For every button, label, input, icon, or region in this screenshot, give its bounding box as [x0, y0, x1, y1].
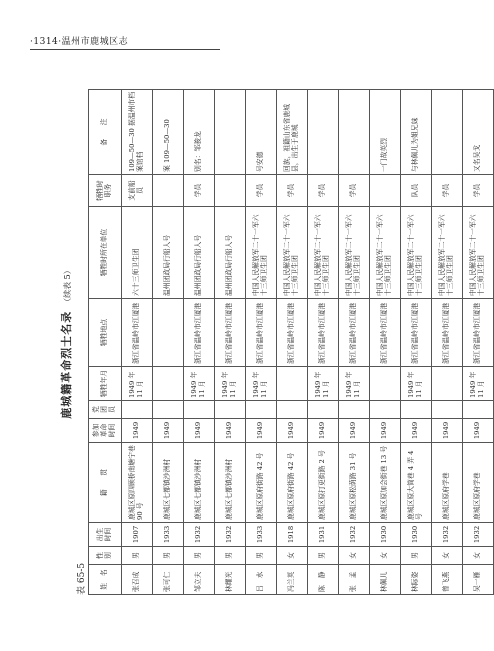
table-cell: 鹿城区原府街路 42 号 — [246, 443, 277, 523]
header-rule — [30, 49, 220, 50]
table-row — [370, 90, 401, 595]
table-cell — [339, 90, 370, 175]
table-cell: 浙江省温岭市江厦港 — [308, 299, 339, 367]
table-cell — [463, 401, 494, 419]
martyrs-table — [88, 89, 494, 595]
table-cell: 男 — [122, 547, 153, 565]
table-row — [463, 90, 494, 595]
table-cell — [277, 401, 308, 419]
table-cell: 张 孟 — [339, 565, 370, 595]
table-row — [215, 90, 246, 595]
table-row — [153, 90, 184, 595]
table-cell — [370, 401, 401, 419]
table-cell: 号安德 — [246, 90, 277, 175]
table-cell: 一门故英烈 — [370, 90, 401, 175]
column-header: 牺牲时所在单位 — [89, 207, 122, 299]
table-cell: 别名：邹骏龙 — [184, 90, 215, 175]
table-cell: 回族，祖籍山东省鹿城县，出生于鹿城 — [277, 90, 308, 175]
column-header: 牺牲年月 — [89, 367, 122, 401]
table-cell — [246, 401, 277, 419]
table-cell: 1918 — [277, 523, 308, 547]
table-cell: 1949 年 11 月 — [246, 367, 277, 401]
table-cell: 1949 — [184, 419, 215, 443]
table-cell: 1949 年 11 月 — [339, 367, 370, 401]
table-cell: 男 — [215, 547, 246, 565]
table-cell: 冯兰英 — [277, 565, 308, 595]
rotated-table-page — [58, 90, 485, 595]
table-cell: 又名吴戈 — [463, 90, 494, 175]
table-cell: 林耀光 — [215, 565, 246, 595]
column-header: 性别 — [89, 547, 122, 565]
section-title — [58, 90, 74, 595]
column-header: 牺牲地点 — [89, 299, 122, 367]
table-cell: 1930 — [370, 523, 401, 547]
table-row — [184, 90, 215, 595]
table-cell: 中国人民解放军二十一军六十三师卫生团 — [401, 207, 432, 299]
table-cell: 鹿城区原府学巷 — [432, 443, 463, 523]
table-cell: 1949 — [246, 419, 277, 443]
table-cell: 浙江省温岭市江厦港 — [122, 299, 153, 367]
table-cell: 1930 — [401, 523, 432, 547]
table-cell — [122, 401, 153, 419]
table-cell: 学员 — [277, 175, 308, 207]
table-cell — [277, 367, 308, 401]
table-cell: 1933 — [246, 523, 277, 547]
table-cell: 鹿城区七都镇沙洲村 — [215, 443, 246, 523]
table-header-row — [89, 90, 122, 595]
table-cell: 女 — [432, 547, 463, 565]
table-cell: 浙江省温岭市江厦港 — [339, 299, 370, 367]
table-cell: 1932 — [339, 523, 370, 547]
table-row — [432, 90, 463, 595]
table-cell — [370, 175, 401, 207]
table-cell — [184, 401, 215, 419]
table-cell: 浙江省温岭市江厦港 — [277, 299, 308, 367]
table-cell — [432, 90, 463, 175]
column-header: 党团员 — [89, 401, 122, 419]
table-cell: 中国人民解放军二十一军六十三师卫生团 — [463, 207, 494, 299]
table-row — [401, 90, 432, 595]
table-cell — [153, 299, 184, 367]
table-cell: 中国人民解放军二十一军六十三师卫生团 — [246, 207, 277, 299]
table-cell: 张召成 — [122, 565, 153, 595]
table-cell: 1949 — [401, 419, 432, 443]
table-cell: 吴一雁 — [463, 565, 494, 595]
table-row — [339, 90, 370, 595]
table-cell: 1949 — [153, 419, 184, 443]
table-cell: 浙江省温岭市江厦港 — [370, 299, 401, 367]
table-cell: 男 — [184, 547, 215, 565]
table-cell: 鹿城区原府街路 42 号 — [277, 443, 308, 523]
table-cell: 1932 — [463, 523, 494, 547]
table-cell: 学员 — [184, 175, 215, 207]
table-cell — [215, 90, 246, 175]
table-cell: 1949 年 11 月 — [215, 367, 246, 401]
table-cell: 吕 水 — [246, 565, 277, 595]
table-cell — [153, 367, 184, 401]
table-cell: 1932 — [184, 523, 215, 547]
table-cell: 温州团政局行船人号 — [184, 207, 215, 299]
table-cell: 1933 — [153, 523, 184, 547]
section-subtitle: （续表 5） — [63, 266, 72, 306]
table-row — [308, 90, 339, 595]
column-header: 姓 名 — [89, 565, 122, 595]
table-cell: 鹿城区原打更街路 2 号 — [308, 443, 339, 523]
column-header: 备 注 — [89, 90, 122, 175]
table-cell: 林佩儿 — [370, 565, 401, 595]
table-cell: 支前船员 — [122, 175, 153, 207]
table-cell — [153, 401, 184, 419]
table-cell: 浙江省温岭市江厦港 — [432, 299, 463, 367]
table-cell: 1949 — [370, 419, 401, 443]
table-cell: 1949 — [122, 419, 153, 443]
table-cell: 1949 — [463, 419, 494, 443]
section-title-text: 鹿城籍革命烈士名录 — [60, 310, 73, 419]
table-cell — [215, 401, 246, 419]
table-cell: 学员 — [308, 175, 339, 207]
table-cell: 浙江省温岭市江厦港 — [246, 299, 277, 367]
table-cell: 与林佩儿为姐兄妹 — [401, 90, 432, 175]
table-cell: 队员 — [401, 175, 432, 207]
table-cell: 男 — [401, 547, 432, 565]
table-cell: 学员 — [339, 175, 370, 207]
table-cell: 鹿城区原四顾桥南塘宁巷 90 号 — [122, 443, 153, 523]
table-cell: 女 — [370, 547, 401, 565]
table-cell: 1931 — [308, 523, 339, 547]
table-cell: 学员 — [246, 175, 277, 207]
table-cell: 鹿城区原加会街巷 13 号 — [370, 443, 401, 523]
table-cell — [153, 175, 184, 207]
table-cell: 浙江省温岭市江厦港 — [401, 299, 432, 367]
table-cell: 曾飞燕 — [432, 565, 463, 595]
table-cell — [401, 401, 432, 419]
table-cell: 林际姿 — [401, 565, 432, 595]
table-cell: 男 — [308, 547, 339, 565]
table-cell — [432, 401, 463, 419]
table-cell: 鹿城区原大简巷 4 弄 4 号 — [401, 443, 432, 523]
table-cell: 中国人民解放军二十一军六十三师卫生团 — [370, 207, 401, 299]
table-cell: 浙江省温岭市江厦港 — [215, 299, 246, 367]
running-head: ·1314·温州市鹿城区志 — [30, 37, 129, 47]
table-cell: 鹿城区原松荫路 31 号 — [339, 443, 370, 523]
table-cell: 1949 年 11 月 — [463, 367, 494, 401]
table-cell: 学员 — [432, 175, 463, 207]
table-cell: 学员 — [463, 175, 494, 207]
table-cell: 1949 — [339, 419, 370, 443]
table-cell: 109—50—30 据温州市档案馆档 — [122, 90, 153, 175]
column-header: 参加革命时间 — [89, 419, 122, 443]
table-cell: 男 — [153, 547, 184, 565]
table-cell: 六十三师卫生团 — [122, 207, 153, 299]
table-cell: 女 — [463, 547, 494, 565]
table-label: 表 65-5 — [77, 562, 87, 595]
table-cell: 中国人民解放军二十一军六十三师卫生团 — [432, 207, 463, 299]
table-cell: 1949 — [432, 419, 463, 443]
table-cell — [339, 401, 370, 419]
table-cell: 鹿城区原府学巷 — [463, 443, 494, 523]
table-cell: 温州团政局行船人号 — [153, 207, 184, 299]
table-cell: 陈 静 — [308, 565, 339, 595]
table-cell: 女 — [339, 547, 370, 565]
table-body — [122, 90, 494, 595]
table-row — [246, 90, 277, 595]
table-cell — [308, 401, 339, 419]
table-cell: 女 — [277, 547, 308, 565]
column-header: 出生时间 — [89, 523, 122, 547]
table-cell — [308, 90, 339, 175]
table-cell: 1932 — [432, 523, 463, 547]
table-cell: 1949 年 11 月 — [184, 367, 215, 401]
table-cell: 鹿城区七都镇沙洲村 — [184, 443, 215, 523]
table-cell: 1949 — [277, 419, 308, 443]
table-cell — [370, 367, 401, 401]
table-cell: 1949 — [215, 419, 246, 443]
table-row — [122, 90, 153, 595]
table-cell — [215, 175, 246, 207]
table-cell: 1949 — [308, 419, 339, 443]
table-cell: 邹立夫 — [184, 565, 215, 595]
table-cell: 浙江省温岭市江厦港 — [463, 299, 494, 367]
table-cell — [432, 367, 463, 401]
table-cell: 鹿城区七都镇沙洲村 — [153, 443, 184, 523]
column-header: 牺牲时职务 — [89, 175, 122, 207]
table-cell: 1949 年 11 月 — [401, 367, 432, 401]
table-cell: 1949 年 11 月 — [122, 367, 153, 401]
table-cell: 案 109—50—30 — [153, 90, 184, 175]
table-cell: 1907 — [122, 523, 153, 547]
table-cell: 张可仁 — [153, 565, 184, 595]
table-cell: 中国人民解放军二十一军六十三师卫生团 — [308, 207, 339, 299]
table-cell: 浙江省温岭市江厦港 — [184, 299, 215, 367]
table-cell: 温州团政局行船人号 — [215, 207, 246, 299]
table-cell: 中国人民解放军二十一军六十三师卫生团 — [277, 207, 308, 299]
table-cell: 1932 — [215, 523, 246, 547]
table-cell: 中国人民解放军二十一军六十三师卫生团 — [339, 207, 370, 299]
table-cell: 男 — [246, 547, 277, 565]
column-header: 籍 贯 — [89, 443, 122, 523]
table-cell: 1949 年 11 月 — [308, 367, 339, 401]
table-row — [277, 90, 308, 595]
